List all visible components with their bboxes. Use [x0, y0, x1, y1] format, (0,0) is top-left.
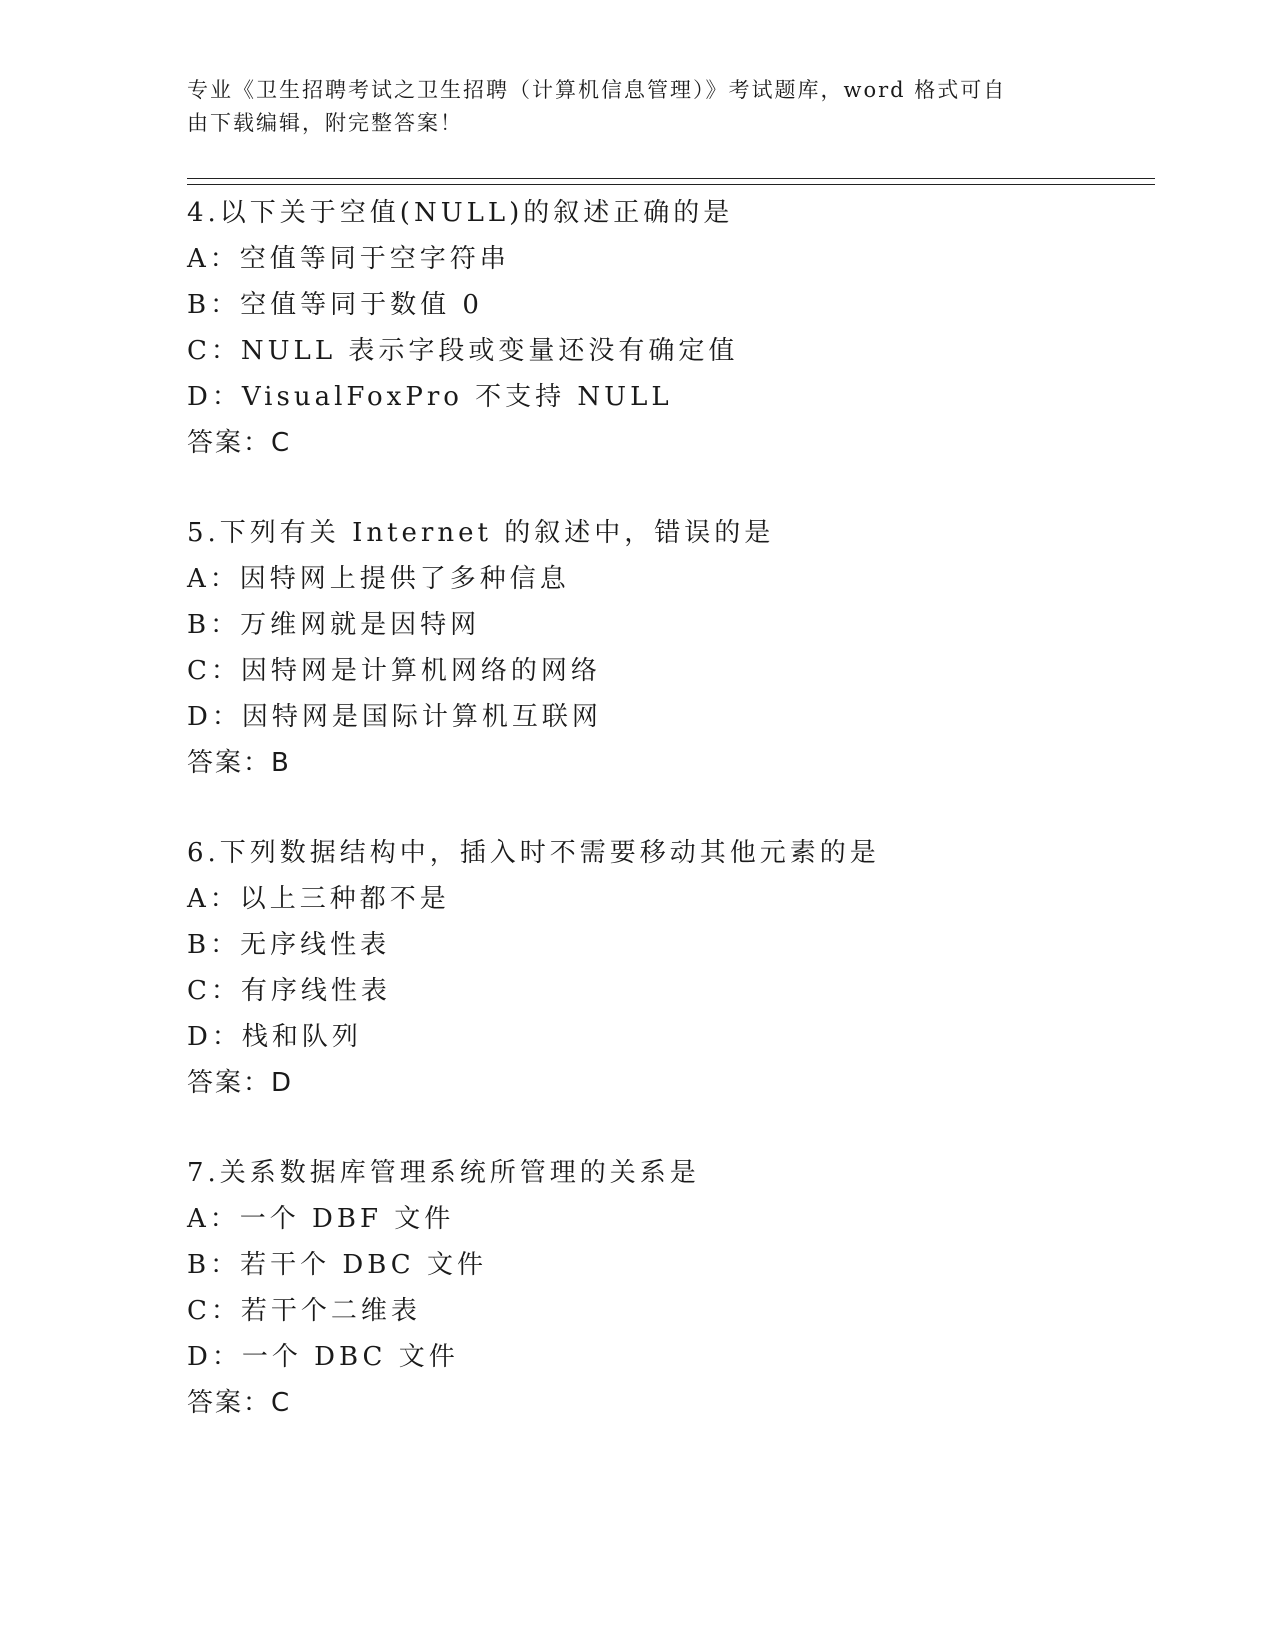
question-7: [187, 1150, 1147, 1426]
option-d: D：因特网是国际计算机互联网: [187, 702, 602, 732]
question-spacer: [187, 1106, 1147, 1150]
option-d: D：一个 DBC 文件: [187, 1342, 459, 1372]
option-c: C：NULL 表示字段或变量还没有确定值: [187, 336, 739, 366]
option-a: A：以上三种都不是: [187, 884, 450, 914]
option-b: B：空值等同于数值 0: [187, 290, 483, 320]
option-b: B：万维网就是因特网: [187, 610, 481, 640]
header-divider-top: [187, 178, 1155, 179]
option-a: A：因特网上提供了多种信息: [187, 564, 570, 594]
question-stem: 6.下列数据结构中，插入时不需要移动其他元素的是: [187, 838, 880, 868]
option-c: C：因特网是计算机网络的网络: [187, 656, 601, 686]
option-d: D：栈和队列: [187, 1022, 362, 1052]
answer-line: 答案：D: [187, 1068, 294, 1098]
question-stem: 5.下列有关 Internet 的叙述中，错误的是: [187, 518, 775, 548]
option-a: A：一个 DBF 文件: [187, 1204, 455, 1234]
option-a: A：空值等同于空字符串: [187, 244, 510, 274]
question-4: [187, 190, 1147, 466]
question-spacer: [187, 786, 1147, 830]
option-c: C：有序线性表: [187, 976, 391, 1006]
document-header: [187, 74, 1067, 140]
answer-line: 答案：C: [187, 1388, 292, 1418]
question-6: [187, 830, 1147, 1106]
answer-line: 答案：B: [187, 748, 291, 778]
header-line-1: 专业《卫生招聘考试之卫生招聘（计算机信息管理）》考试题库，word 格式可自: [187, 78, 1007, 102]
question-5: [187, 510, 1147, 786]
question-stem: 4.以下关于空值(NULL)的叙述正确的是: [187, 198, 734, 228]
answer-line: 答案：C: [187, 428, 292, 458]
option-c: C：若干个二维表: [187, 1296, 421, 1326]
question-spacer: [187, 466, 1147, 510]
header-divider-bottom: [187, 184, 1155, 185]
option-b: B：若干个 DBC 文件: [187, 1250, 487, 1280]
question-stem: 7.关系数据库管理系统所管理的关系是: [187, 1158, 700, 1188]
option-b: B：无序线性表: [187, 930, 391, 960]
question-list: [187, 190, 1147, 1426]
option-d: D：VisualFoxPro 不支持 NULL: [187, 382, 673, 412]
header-line-2: 由下载编辑，附完整答案！: [187, 111, 463, 135]
